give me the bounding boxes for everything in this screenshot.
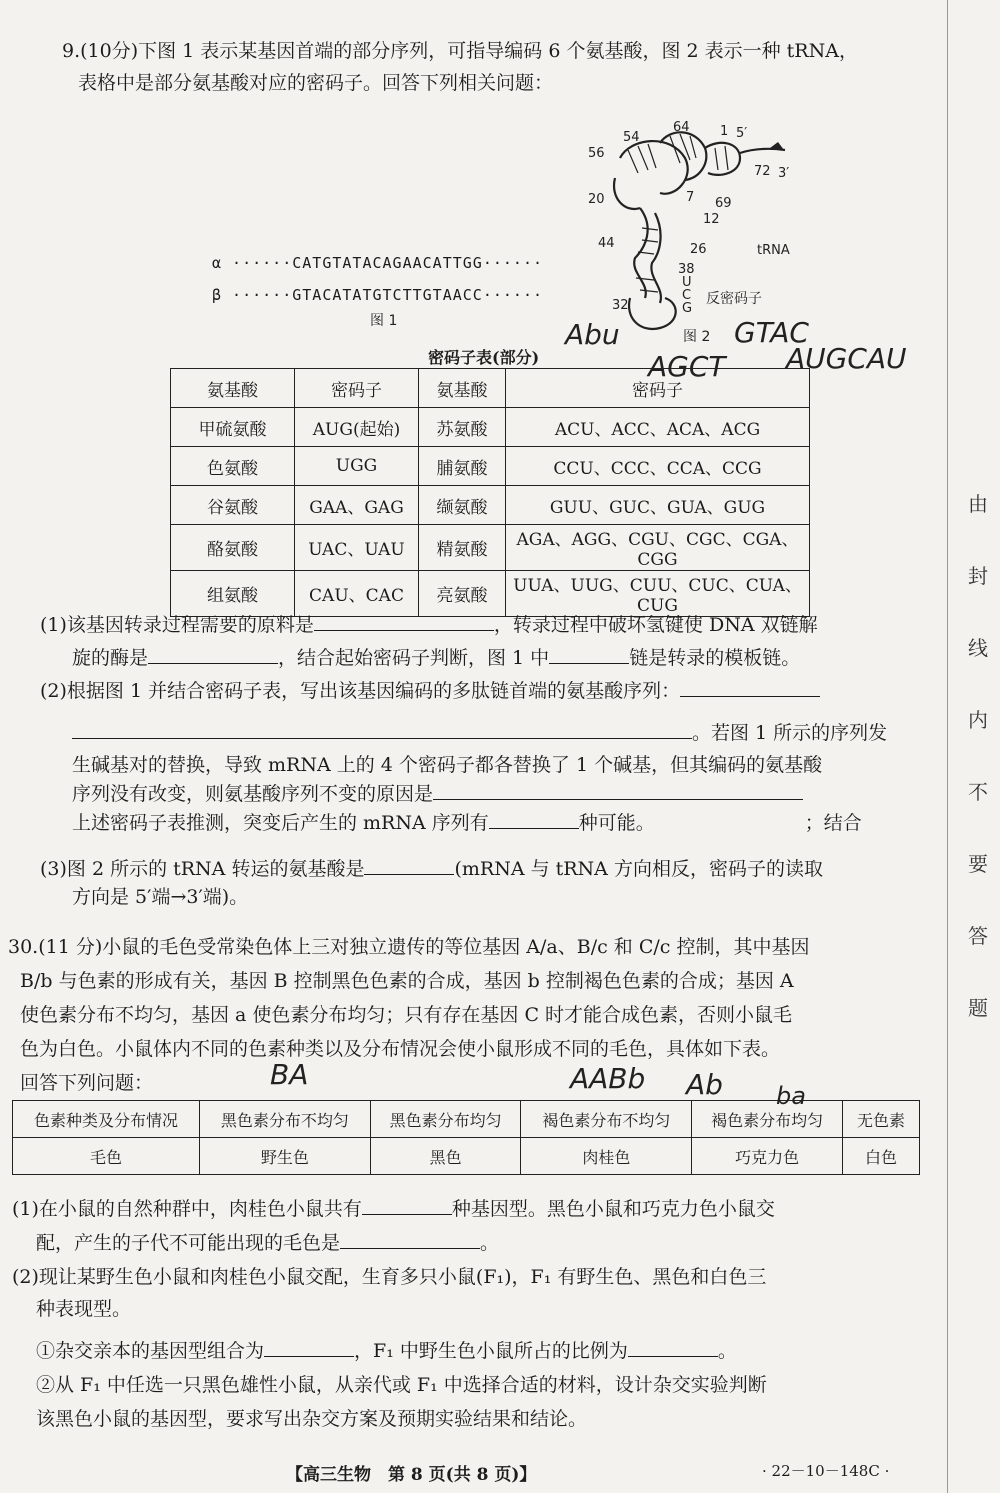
q30-part1-line2: 配，产生的子代不可能出现的毛色是 。 [36,1228,499,1256]
handwriting-8: ba [776,1082,806,1110]
table-cell: 组氨酸 [171,571,295,617]
q29-part3-line1: (3)图 2 所示的 tRNA 转运的氨基酸是 (mRNA 与 tRNA 方向相反，密码子的读取 [40,854,823,882]
table-cell: 无色素 [843,1101,920,1138]
table-cell: UAC、UAU [295,525,419,571]
handwriting-5: BA [270,1058,309,1091]
q29-part2-line1: (2)根据图 1 并结合密码子表，写出该基因编码的多肽链首端的氨基酸序列： [40,676,820,704]
sidebar-char: 线 [968,636,988,660]
fig2-caption: 图 2 [683,329,711,345]
handwriting-6: AABb [570,1062,646,1095]
table-cell: UGG [295,447,419,486]
table-cell: 甲硫氨酸 [171,408,295,447]
table-cell: 黑色素分布不均匀 [200,1101,371,1138]
trna-label-7: 7 [686,190,695,205]
codon-table-header [171,369,810,408]
table-row [171,525,810,571]
fig1-alpha-strand: α ······CATGTATACAGAACATTGG······ [212,254,544,272]
table-cell: 缬氨酸 [419,486,506,525]
q29-part1-line1: (1)该基因转录过程需要的原料是 ，转录过程中破坏氢键使 DNA 双链解 [40,610,818,638]
coat-color-table [12,1100,920,1175]
table-cell: 褐色素分布不均匀 [521,1101,692,1138]
table-row [171,486,810,525]
answer-blank[interactable] [264,1336,354,1357]
handwriting-2: AGCT [648,350,726,383]
table-cell: ACU、ACC、ACA、ACG [506,408,810,447]
trna-figure [590,118,810,348]
fig1-beta-strand: β ······GTACATATGTCTTGTAACC······ [212,286,544,304]
table-cell: 苏氨酸 [419,408,506,447]
table-cell: 色氨酸 [171,447,295,486]
header-cell: 氨基酸 [171,369,295,408]
table-cell: 谷氨酸 [171,486,295,525]
answer-blank[interactable] [72,718,692,739]
q30-intro-line5: 回答下列问题： [20,1072,154,1094]
q29-part2-line4: 序列没有改变，则氨基酸序列不变的原因是 [72,779,803,807]
header-cell: 密码子 [506,369,810,408]
anticodon-base-2: C [682,288,692,303]
q29-intro-line2: 表格中是部分氨基酸对应的密码子。回答下列相关问题： [78,72,554,94]
table-cell: 亮氨酸 [419,571,506,617]
table-row [171,447,810,486]
handwriting-4: AUGCAU [786,342,907,375]
trna-label-1: 1 [720,124,729,139]
header-cell: 密码子 [295,369,419,408]
q30-part1-line1: (1)在小鼠的自然种群中，肉桂色小鼠共有 种基因型。黑色小鼠和巧克力色小鼠交 [12,1194,775,1222]
trna-label-12: 12 [703,212,720,227]
table-cell: GAA、GAG [295,486,419,525]
table-cell: CCU、CCC、CCA、CCG [506,447,810,486]
sidebar-char: 由 [968,492,988,516]
table-cell: AUG(起始) [295,408,419,447]
q29-intro-line1: 9.(10分)下图 1 表示某基因首端的部分序列，可指导编码 6 个氨基酸，图 2 表示一种 tRNA， [62,40,858,62]
seal-line-sidebar [947,0,1000,1493]
q30-intro-line1: 30.(11 分)小鼠的毛色受常染色体上三对独立遗传的等位基因 A/a、B/c 和 C/c 控制，其中基因 [8,936,810,958]
trna-label-64: 64 [673,120,690,135]
answer-blank[interactable] [628,1336,718,1357]
table-cell: 黑色 [370,1138,521,1175]
answer-blank[interactable] [362,1194,452,1215]
sidebar-char: 要 [968,852,988,876]
codon-table-title: 密码子表(部分) [428,348,540,367]
q30-intro-line2: B/b 与色素的形成有关，基因 B 控制黑色色素的合成，基因 b 控制褐色色素的合成；基因 A [20,970,794,992]
trna-label-56: 56 [588,146,605,161]
page-code: · 22－10－148C · [762,1462,890,1480]
sidebar-char: 题 [968,996,988,1020]
anticodon-base-3: G [682,301,693,316]
table-cell: 野生色 [200,1138,371,1175]
sidebar-char: 不 [968,780,988,804]
trna-label-69: 69 [715,196,732,211]
q29-part3-line2: 方向是 5′端→3′端)。 [72,886,249,908]
table-cell: 精氨酸 [419,525,506,571]
answer-blank[interactable] [314,610,494,631]
q29-part2-line5: 上述密码子表推测，突变后产生的 mRNA 序列有 种可能。 ；结合 [72,808,862,836]
table-cell: AGA、AGG、CGU、CGC、CGA、CGG [506,525,810,571]
table-cell: GUU、GUC、GUA、GUG [506,486,810,525]
trna-name-label: tRNA [757,243,790,258]
table-cell: 褐色素分布均匀 [692,1101,843,1138]
q30-part2-line4: ②从 F₁ 中任选一只黑色雄性小鼠，从亲代或 F₁ 中选择合适的材料，设计杂交实验判断 [36,1374,767,1396]
trna-label-44: 44 [598,236,615,251]
answer-blank[interactable] [364,854,454,875]
trna-label-38: 38 [678,262,695,277]
trna-label-54: 54 [623,130,640,145]
answer-blank[interactable] [340,1228,480,1249]
table-cell: 肉桂色 [521,1138,692,1175]
handwriting-7: Ab [686,1068,723,1101]
anticodon-base-1: U [682,275,692,290]
table-row [13,1101,920,1138]
header-cell: 氨基酸 [419,369,506,408]
sidebar-char: 封 [968,564,988,588]
q29-part2-line3: 生碱基对的替换，导致 mRNA 上的 4 个密码子都各替换了 1 个碱基，但其编码的氨基酸 [72,754,823,776]
codon-table [170,368,810,617]
q30-intro-line3: 使色素分布不均匀，基因 a 使色素分布均匀；只有存在基因 C 时才能合成色素，否则小鼠毛 [20,1004,793,1026]
anticodon-label: 反密码子 [706,291,762,307]
sidebar-char: 内 [968,708,988,732]
table-cell: 白色 [843,1138,920,1175]
table-cell: CAU、CAC [295,571,419,617]
table-cell: 黑色素分布均匀 [370,1101,521,1138]
handwriting-3: GTAC [734,316,809,349]
trna-label-26: 26 [690,242,707,257]
table-cell: 脯氨酸 [419,447,506,486]
answer-blank[interactable] [549,643,629,664]
trna-label-72: 72 [754,164,771,179]
answer-blank[interactable] [148,643,278,664]
table-cell: UUA、UUG、CUU、CUC、CUA、CUG [506,571,810,617]
table-cell: 酪氨酸 [171,525,295,571]
page-footer: 【高三生物 第 8 页(共 8 页)】 [286,1465,537,1485]
trna-label-20: 20 [588,192,605,207]
sidebar-char: 答 [968,924,988,948]
trna-label-3prime: 3′ [778,166,790,181]
q30-part2-line5: 该黑色小鼠的基因型，要求写出杂交方案及预期实验结果和结论。 [36,1408,588,1430]
q30-intro-line4: 色为白色。小鼠体内不同的色素种类以及分布情况会使小鼠形成不同的毛色，具体如下表。 [20,1038,781,1060]
handwriting-1: Abu [565,318,620,351]
table-cell: 巧克力色 [692,1138,843,1175]
q29-part1-line2: 旋的酶是 ，结合起始密码子判断，图 1 中 链是转录的模板链。 [72,643,800,671]
q30-part2-line1: (2)现让某野生色小鼠和肉桂色小鼠交配，生育多只小鼠(F₁)，F₁ 有野生色、黑色和白色三 [12,1266,767,1288]
fig1-caption: 图 1 [370,313,398,329]
table-row [171,408,810,447]
answer-blank[interactable] [489,808,579,829]
answer-blank[interactable] [680,676,820,697]
q30-part2-line2: 种表现型。 [36,1298,132,1320]
trna-label-5prime: 5′ [736,126,748,141]
table-cell: 毛色 [13,1138,200,1175]
trna-label-32: 32 [612,298,629,313]
answer-blank[interactable] [433,779,803,800]
q29-part2-line2: 。若图 1 所示的序列发 [72,718,887,746]
q30-part2-line3: ①杂交亲本的基因型组合为 ，F₁ 中野生色小鼠所占的比例为 。 [36,1336,737,1364]
table-row [13,1138,920,1175]
table-cell: 色素种类及分布情况 [13,1101,200,1138]
